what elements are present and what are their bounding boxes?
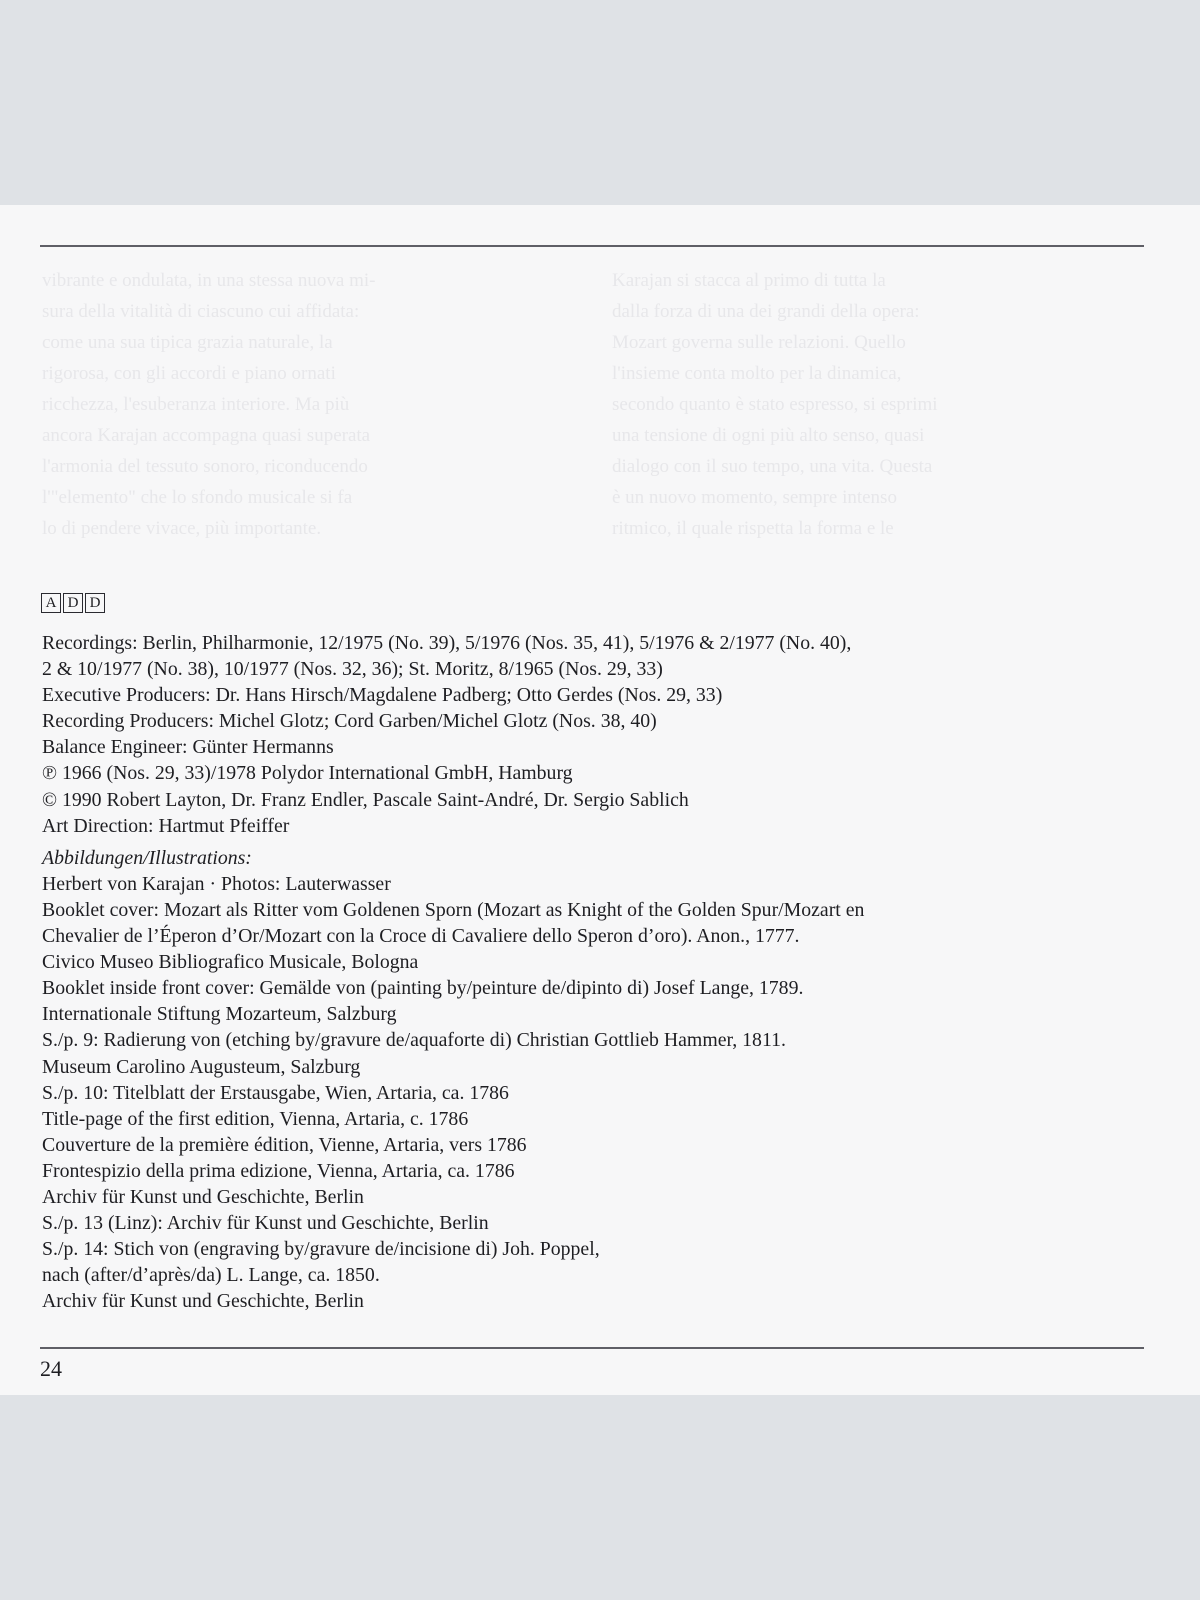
illustration-line: Museum Carolino Augusteum, Salzburg bbox=[42, 1055, 361, 1078]
top-rule bbox=[40, 245, 1144, 247]
booklet-page bbox=[0, 205, 1200, 1395]
illustration-line: Archiv für Kunst und Geschichte, Berlin bbox=[42, 1290, 364, 1313]
credit-line: Art Direction: Hartmut Pfeiffer bbox=[42, 814, 290, 837]
credit-line: © 1990 Robert Layton, Dr. Franz Endler, Pascale Saint-André, Dr. Sergio Sablich bbox=[42, 788, 689, 811]
illustration-line: S./p. 9: Radierung von (etching by/gravure de/aquaforte di) Christian Gottlieb Hammer, 1811. bbox=[42, 1029, 786, 1052]
credit-line: 2 & 10/1977 (No. 38), 10/1977 (Nos. 32, 36); St. Moritz, 8/1965 (Nos. 29, 33) bbox=[42, 658, 663, 681]
illustration-line: Internationale Stiftung Mozarteum, Salzburg bbox=[42, 1003, 397, 1026]
badge-letter: D bbox=[63, 593, 83, 613]
illustration-line: Archiv für Kunst und Geschichte, Berlin bbox=[42, 1185, 364, 1208]
illustration-line: Booklet inside front cover: Gemälde von (painting by/peinture de/dipinto di) Josef Lange, 1789. bbox=[42, 977, 804, 1000]
credit-line: Executive Producers: Dr. Hans Hirsch/Magdalene Padberg; Otto Gerdes (Nos. 29, 33) bbox=[42, 684, 723, 707]
illustration-line: Title-page of the first edition, Vienna, Artaria, c. 1786 bbox=[42, 1107, 469, 1130]
bottom-rule bbox=[40, 1347, 1144, 1349]
illustration-line: nach (after/d’après/da) L. Lange, ca. 1850. bbox=[42, 1264, 380, 1287]
illustration-line: Chevalier de l’Éperon d’Or/Mozart con la Croce di Cavaliere dello Speron d’oro). Anon., 1777. bbox=[42, 925, 800, 948]
illustration-line: Booklet cover: Mozart als Ritter vom Goldenen Sporn (Mozart as Knight of the Golden Spur/Mozart en bbox=[42, 898, 865, 921]
bleed-through-right: Karajan si stacca al primo di tutta la dalla forza di una dei grandi della opera: Mozart governa sulle relazioni. Quello l'insieme conta molto per la dinamica, secondo quanto è stato espresso, si esprimi una tensione di ogni più alto senso, quasi dialogo con il suo tempo, una vita. Questa è un nuovo momento, sempre intenso ritmico, il quale rispetta la forma e le bbox=[612, 270, 938, 539]
illustration-line: Couverture de la première édition, Vienne, Artaria, vers 1786 bbox=[42, 1133, 527, 1156]
illustrations-heading: Abbildungen/Illustrations: bbox=[42, 846, 252, 869]
page-number: 24 bbox=[40, 1356, 62, 1381]
illustration-line: S./p. 10: Titelblatt der Erstausgabe, Wien, Artaria, ca. 1786 bbox=[42, 1081, 509, 1104]
illustration-line: Civico Museo Bibliografico Musicale, Bologna bbox=[42, 951, 419, 974]
illustration-line: S./p. 14: Stich von (engraving by/gravure de/incisione di) Joh. Poppel, bbox=[42, 1238, 600, 1261]
credits-block bbox=[42, 630, 1142, 1314]
bleed-through-left: vibrante e ondulata, in una stessa nuova mi- sura della vitalità di ciascuno cui affidata: come una sua tipica grazia naturale, la rigorosa, con gli accordi e piano ornati ricchezza, l'esuberanza interiore. Ma più ancora Karajan accompagna quasi superata l'armonia del tessuto sonoro, riconducendo l'"elemento" che lo sfondo musicale si fa lo di pendere vivace, più importante. bbox=[42, 270, 376, 539]
badge-letter: D bbox=[85, 593, 105, 613]
credit-line: Balance Engineer: Günter Hermanns bbox=[42, 736, 334, 759]
badge-letter: A bbox=[41, 593, 61, 613]
credit-line: Recording Producers: Michel Glotz; Cord Garben/Michel Glotz (Nos. 38, 40) bbox=[42, 710, 657, 733]
illustration-line: Herbert von Karajan · Photos: Lauterwasser bbox=[42, 872, 391, 895]
credit-line: ℗ 1966 (Nos. 29, 33)/1978 Polydor International GmbH, Hamburg bbox=[42, 762, 573, 785]
recording-format-badge bbox=[41, 593, 105, 613]
illustration-line: Frontespizio della prima edizione, Vienna, Artaria, ca. 1786 bbox=[42, 1159, 515, 1182]
illustration-line: S./p. 13 (Linz): Archiv für Kunst und Geschichte, Berlin bbox=[42, 1212, 489, 1235]
credit-line: Recordings: Berlin, Philharmonie, 12/1975 (No. 39), 5/1976 (Nos. 35, 41), 5/1976 & 2/1977 (No. 40), bbox=[42, 632, 852, 654]
